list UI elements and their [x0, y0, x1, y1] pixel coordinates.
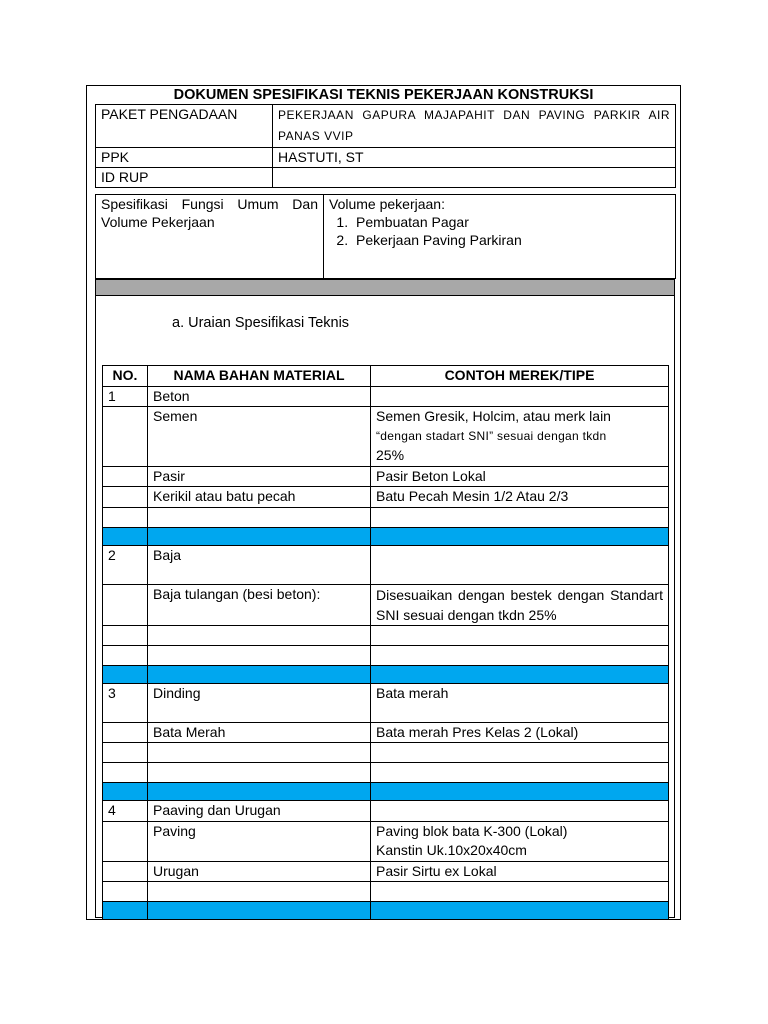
- table-row: [103, 407, 669, 467]
- empty-row: [103, 763, 669, 783]
- volume-cell: [324, 195, 676, 279]
- table-row: [103, 801, 669, 822]
- material-name: Bata Merah: [148, 722, 371, 743]
- material-name: Urugan: [148, 861, 371, 882]
- material-brand: Pasir Sirtu ex Lokal: [371, 861, 669, 882]
- row-number: 1: [103, 386, 148, 407]
- table-row: [103, 861, 669, 882]
- material-brand: [371, 545, 669, 584]
- material-brand: Bata merah: [371, 683, 669, 722]
- row-number: [103, 821, 148, 861]
- row-number: 3: [103, 683, 148, 722]
- empty-row: [103, 625, 669, 645]
- ppk-value: HASTUTI, ST: [273, 148, 676, 168]
- table-header-row: [103, 366, 669, 387]
- row-number: [103, 466, 148, 487]
- table-row: [103, 487, 669, 508]
- column-header: NO.: [103, 366, 148, 387]
- material-name: Baja: [148, 545, 371, 584]
- section-separator-row: [103, 783, 669, 801]
- section-subtitle: a. Uraian Spesifikasi Teknis: [172, 315, 350, 331]
- volume-item: 2. Pekerjaan Paving Parkiran: [352, 231, 670, 249]
- section-separator-row: [103, 665, 669, 683]
- document-frame: [86, 85, 681, 920]
- idrup-value: [273, 168, 676, 188]
- ppk-label: PPK: [96, 148, 273, 168]
- brand-line: “dengan stadart SNI” sesuai dengan tkdn: [376, 428, 607, 443]
- column-header: NAMA BAHAN MATERIAL: [148, 366, 371, 387]
- row-number: [103, 584, 148, 625]
- material-brand: Batu Pecah Mesin 1/2 Atau 2/3: [371, 487, 669, 508]
- idrup-label: ID RUP: [96, 168, 273, 188]
- header-table: [95, 104, 676, 188]
- empty-row: [103, 882, 669, 902]
- material-brand: [371, 821, 669, 861]
- material-brand: [371, 801, 669, 822]
- row-number: [103, 407, 148, 467]
- brand-line: 25%: [376, 447, 405, 463]
- table-row: [103, 722, 669, 743]
- material-table: [102, 365, 669, 920]
- material-name: Paaving dan Urugan: [148, 801, 371, 822]
- material-brand: Pasir Beton Lokal: [371, 466, 669, 487]
- material-name: Baja tulangan (besi beton):: [148, 584, 371, 625]
- material-name: Pasir: [148, 466, 371, 487]
- material-name: Paving: [148, 821, 371, 861]
- material-brand: [371, 386, 669, 407]
- section-separator-row: [103, 527, 669, 545]
- table-row: [103, 466, 669, 487]
- material-brand: [371, 407, 669, 467]
- material-name: Semen: [148, 407, 371, 467]
- material-brand: Bata merah Pres Kelas 2 (Lokal): [371, 722, 669, 743]
- volume-list: [329, 213, 670, 249]
- table-row: [103, 386, 669, 407]
- brand-line: Semen Gresik, Holcim, atau merk lain: [376, 408, 611, 424]
- spec-label: Spesifikasi Fungsi Umum Dan Volume Pekerjaan: [96, 195, 324, 279]
- material-name: Kerikil atau batu pecah: [148, 487, 371, 508]
- volume-item: 1. Pembuatan Pagar: [352, 213, 670, 231]
- material-name: Beton: [148, 386, 371, 407]
- table-row: [103, 545, 669, 584]
- empty-row: [103, 507, 669, 527]
- row-number: [103, 722, 148, 743]
- section-divider: [95, 279, 675, 296]
- row-number: 2: [103, 545, 148, 584]
- empty-row: [103, 743, 669, 763]
- paket-label: PAKET PENGADAAN: [96, 105, 273, 148]
- brand-line: Kanstin Uk.10x20x40cm: [376, 842, 527, 858]
- document-title: DOKUMEN SPESIFIKASI TEKNIS PEKERJAAN KONSTRUKSI: [173, 87, 594, 103]
- row-number: [103, 861, 148, 882]
- volume-title: Volume pekerjaan:: [329, 196, 445, 212]
- material-brand: Disesuaikan dengan bestek dengan Standart SNI sesuai dengan tkdn 25%: [371, 584, 669, 625]
- column-header: CONTOH MEREK/TIPE: [371, 366, 669, 387]
- material-name: Dinding: [148, 683, 371, 722]
- table-row: [103, 683, 669, 722]
- table-row: [103, 584, 669, 625]
- empty-row: [103, 645, 669, 665]
- row-number: 4: [103, 801, 148, 822]
- table-row: [103, 821, 669, 861]
- section-separator-row: [103, 902, 669, 920]
- paket-value: PEKERJAAN GAPURA MAJAPAHIT DAN PAVING PARKIR AIR PANAS VVIP: [273, 105, 676, 148]
- row-number: [103, 487, 148, 508]
- spec-table: [95, 194, 676, 279]
- brand-line: Paving blok bata K-300 (Lokal): [376, 822, 568, 839]
